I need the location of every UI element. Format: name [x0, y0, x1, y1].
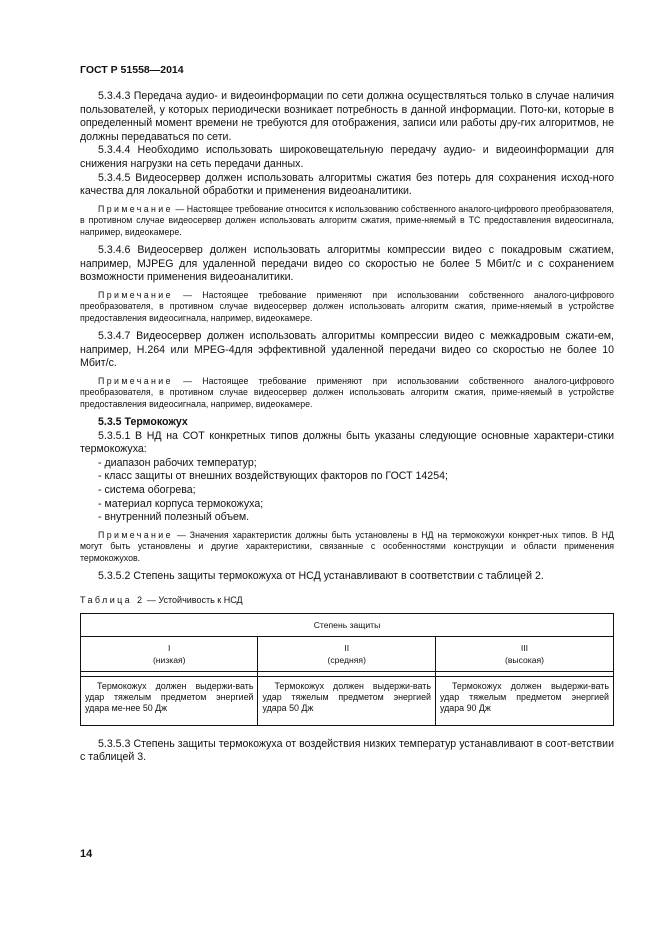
note-label: Примечание — [98, 203, 173, 214]
list-item: - диапазон рабочих температур; — [98, 456, 257, 469]
table-caption-label: Таблица 2 — [80, 594, 145, 605]
note-text: — Настоящее требование применяют при использовании собственного аналого-цифрового преобразователя, в противном случае видеосервер должен использовать алгоритм сжатия, приме-няемый в устройстве предоставления видеосигнала, например, видеокамере. — [80, 375, 614, 409]
list-item: - внутренний полезный объем. — [98, 511, 250, 524]
note-3 — [80, 376, 614, 410]
list-item: - класс защиты от внешних воздействующих факторов по ГОСТ 14254; — [98, 470, 448, 483]
paragraph-5-3-4-7: 5.3.4.7 Видеосервер должен использовать алгоритмы компрессии видео с межкадровым сжати-ем, например, H.264 или MPEG-4для эффективной удаленной передачи видео со скоростью не более 10 Мбит/с. — [80, 329, 614, 370]
note-text: — Настоящее требование применяют при использовании собственного аналого-цифрового преобразователя, в противном случае видеосервер должен использовать алгоритм сжатия, приме-няемый в устройстве предоставления видеосигнала, например, видеокамере. — [80, 289, 614, 323]
page-number: 14 — [80, 848, 93, 860]
degree-name: (низкая) — [152, 654, 186, 665]
note-label: Примечание — [98, 529, 173, 540]
table-caption — [80, 595, 614, 605]
degree-name: (средняя) — [327, 654, 366, 665]
protection-table — [80, 613, 614, 726]
paragraph-5-3-4-5: 5.3.4.5 Видеосервер должен использовать алгоритмы сжатия без потерь для сохранения исход-ного качества для локальной обработки и применения видеоаналитики. — [80, 171, 614, 198]
note-text: — Настоящее требование относится к использованию собственного аналого-цифрового преобразователя, в противном случае видеосервер должен использовать алгоритм сжатия, приме-няемый в ТС предоставления видеосигнала, например, видеокамере. — [80, 203, 614, 237]
table-column-header — [435, 636, 613, 671]
note-label: Примечание — [98, 289, 173, 300]
table-header: Степень защиты — [81, 613, 614, 636]
degree-number: I — [168, 642, 171, 653]
paragraph-5-3-5-1: 5.3.5.1 В НД на СОТ конкретных типов должны быть указаны следующие основные характери-стики термокожуха: — [80, 429, 614, 456]
paragraph-5-3-5-2: 5.3.5.2 Степень защиты термокожуха от НСД устанавливают в соответствии с таблицей 2. — [98, 569, 544, 582]
paragraph-5-3-4-4: 5.3.4.4 Необходимо использовать широковещательную передачу аудио- и видеоинформации для снижения нагрузки на сеть передачи данных. — [80, 144, 614, 170]
characteristics-list — [80, 457, 614, 525]
note-4 — [80, 530, 614, 564]
paragraph-5-3-4-3: 5.3.4.3 Передача аудио- и видеоинформации по сети должна осуществляться только в случае наличия пользователей, у которых периодически возникает потребность в данной информации. Пото-ки, которые в определенный момент времени не требуются для отображения, записи или работы дру-гих алгоритмов, не должны передаваться по сети. — [80, 90, 614, 143]
note-1 — [80, 204, 614, 238]
list-item: - материал корпуса термокожуха; — [98, 497, 264, 510]
paragraph-5-3-4-6: 5.3.4.6 Видеосервер должен использовать алгоритмы компрессии видео с покадровым сжатием, например, MJPEG для удаленной передачи видео со скоростью не более 5 Мбит/с и с сохранением возможности применения видеоаналитики. — [80, 243, 614, 284]
table-caption-text: — Устойчивость к НСД — [144, 594, 243, 605]
table-cell: Термокожух должен выдержи-вать удар тяжелым предметом энергией удара 50 Дж — [258, 676, 435, 725]
document-body — [80, 90, 614, 765]
paragraph-5-3-5-3: 5.3.5.3 Степень защиты термокожуха от воздействия низких температур устанавливают в соот-ветствии с таблицей 3. — [80, 737, 614, 764]
table-column-header — [258, 636, 435, 671]
table-cell: Термокожух должен выдержи-вать удар тяжелым предметом энергией удара 90 Дж — [435, 676, 613, 725]
degree-name: (высокая) — [504, 654, 544, 665]
note-text: — Значения характеристик должны быть установлены в НД на термокожухи конкрет-ных типов. В НД могут быть установлены и другие характеристики, связанные с особенностями конструкции и области применения термокожухов. — [80, 529, 614, 563]
table-cell: Термокожух должен выдержи-вать удар тяжелым предметом энергией удара ме-нее 50 Дж — [81, 676, 258, 725]
note-2 — [80, 290, 614, 324]
degree-number: III — [520, 642, 529, 653]
list-item: - система обогрева; — [98, 483, 196, 496]
degree-number: II — [344, 642, 350, 653]
section-heading-5-3-5: 5.3.5 Термокожух — [98, 415, 188, 428]
table-column-header — [81, 636, 258, 671]
note-label: Примечание — [98, 375, 173, 386]
document-code: ГОСТ Р 51558—2014 — [80, 64, 184, 76]
